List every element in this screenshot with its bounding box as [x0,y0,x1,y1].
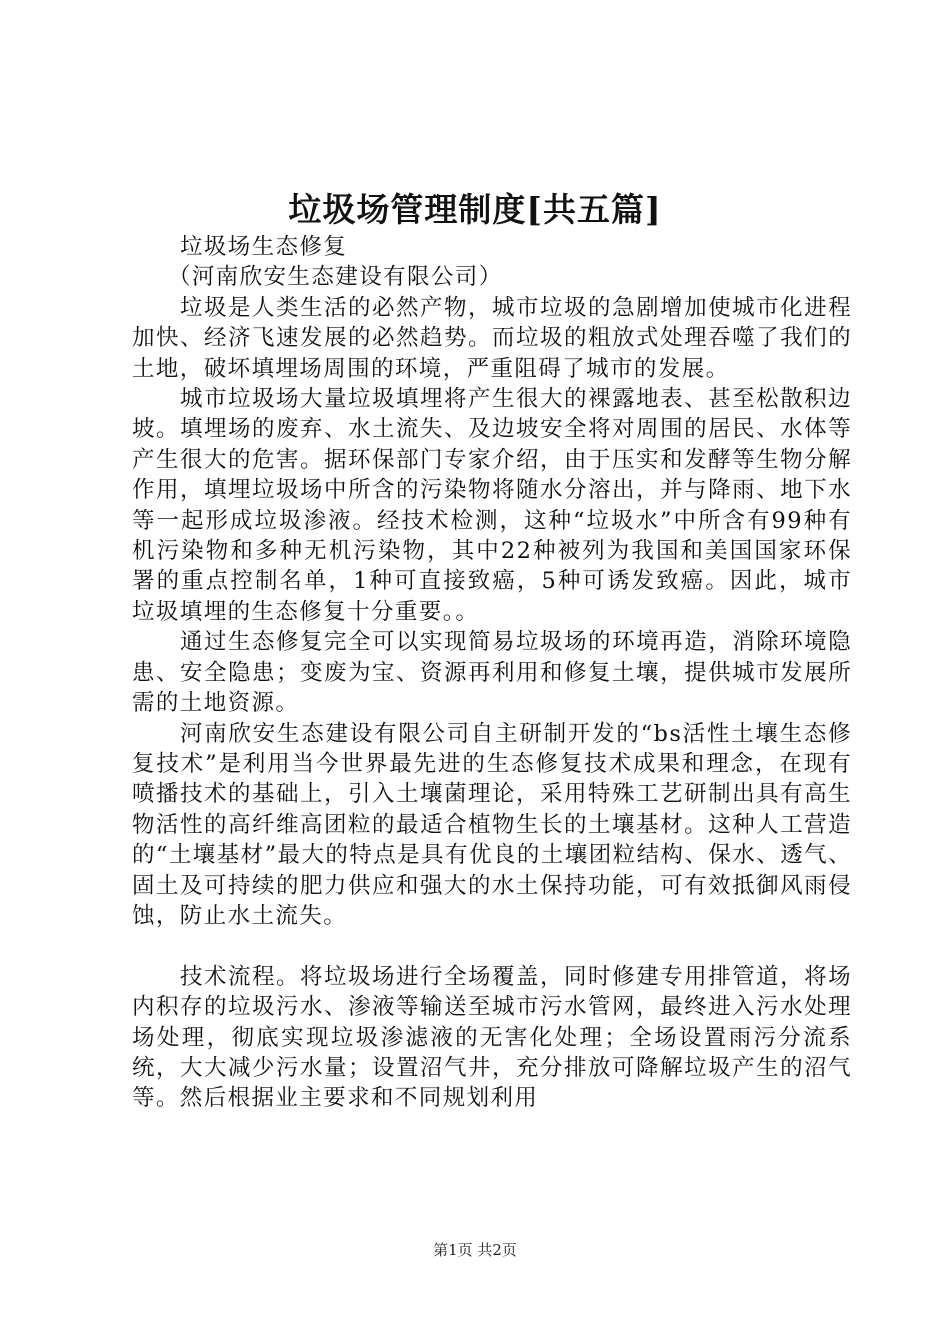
paragraph-gap [132,931,852,961]
paragraph-3: 通过生态修复完全可以实现简易垃圾场的环境再造，消除环境隐患、安全隐患；变废为宝、资源再利用和修复土壤，提供城市发展所需的土地资源。 [132,629,852,717]
paragraph-4: 河南欣安生态建设有限公司自主研制开发的“bs活性土壤生态修复技术”是利用当今世界最先进的生态修复技术成果和理念，在现有喷播技术的基础上，引入土壤菌理论，采用特殊工艺研制出具有高生物活性的高纤维高团粒的最适合植物生长的土壤基材。这种人工营造的“土壤基材”最大的特点是具有优良的土壤团粒结构、保水、透气、固土及可持续的肥力供应和强大的水土保持功能，可有效抵御风雨侵蚀，防止水土流失。 [132,720,852,929]
paragraph-2: 城市垃圾场大量垃圾填埋将产生很大的裸露地表、甚至松散积边坡。填埋场的废弃、水土流失、及边坡安全将对周围的居民、水体等产生很大的危害。据环保部门专家介绍，由于压实和发酵等生物分解作用，填埋垃圾场中所含的污染物将随水分溶出，并与降雨、地下水等一起形成垃圾渗液。经技术检测，这种“垃圾水”中所含有99种有机污染物和多种无机污染物，其中22种被列为我国和美国国家环保署的重点控制名单，1种可直接致癌，5种可诱发致癌。因此，城市垃圾填埋的生态修复十分重要。。 [132,386,852,625]
document-title: 垃圾场管理制度[共五篇] [288,190,662,229]
section-subtitle: 垃圾场生态修复 [180,234,348,260]
company-name: （河南欣安生态建设有限公司） [168,264,503,291]
paragraph-5: 技术流程。将垃圾场进行全场覆盖，同时修建专用排管道，将场内积存的垃圾污水、渗液等输送至城市污水管网，最终进入污水处理场处理，彻底实现垃圾渗滤液的无害化处理；全场设置雨污分流系统，大大减少污水量；设置沼气井，充分排放可降解垃圾产生的沼气等。然后根据业主要求和不同规划利用 [132,963,852,1112]
page-footer: 第1页 共2页 [433,1241,517,1259]
paragraph-1: 垃圾是人类生活的必然产物，城市垃圾的急剧增加使城市化进程加快、经济飞速发展的必然趋势。而垃圾的粗放式处理吞噬了我们的土地，破坏填埋场周围的环境，严重阻碍了城市的发展。 [132,294,852,382]
document-body [132,232,852,1114]
